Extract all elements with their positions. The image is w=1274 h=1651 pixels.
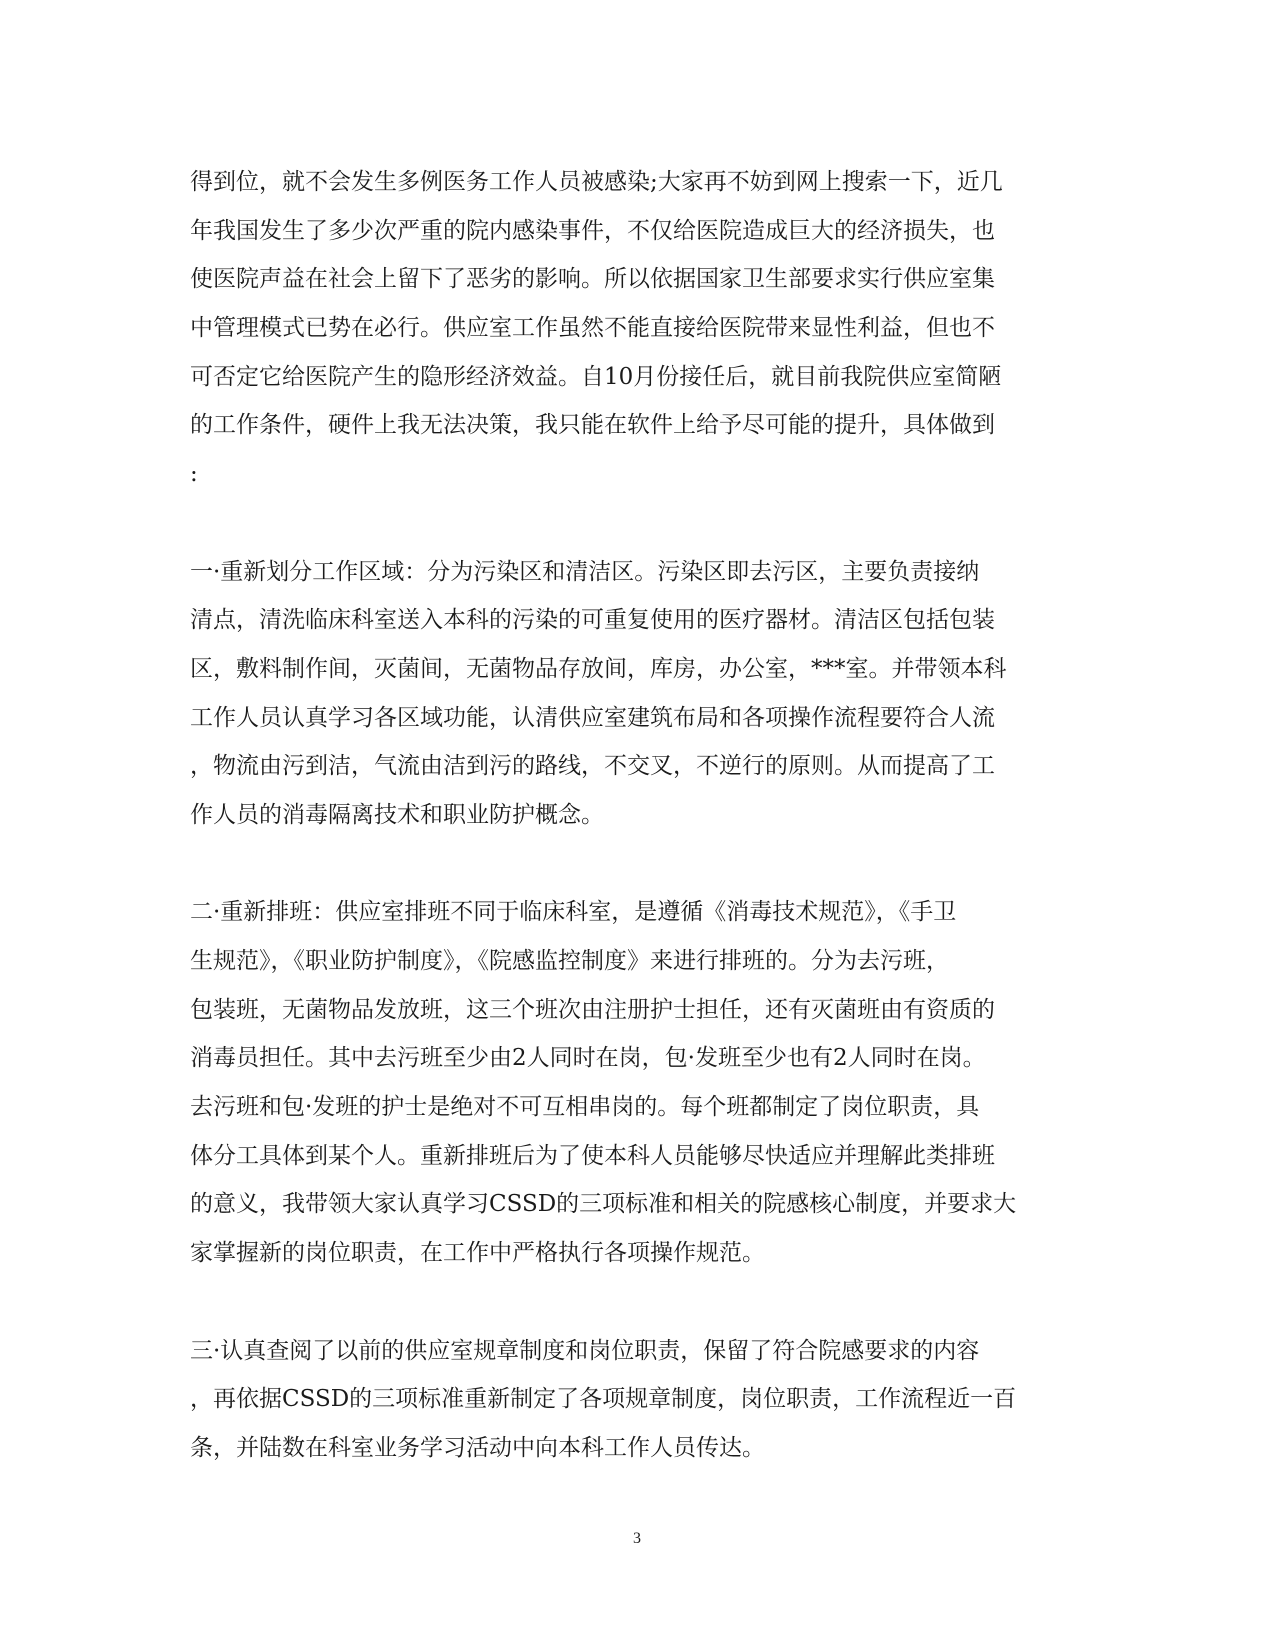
text-line: 消毒员担任。其中去污班至少由2人同时在岗，包·发班至少也有2人同时在岗。 bbox=[190, 1045, 986, 1072]
paragraph-spacer bbox=[190, 1278, 1070, 1327]
text-line: 生规范》，《职业防护制度》，《院感监控制度》来进行排班的。分为去污班， bbox=[190, 948, 949, 974]
paragraph-spacer bbox=[190, 499, 1070, 548]
text-line: 可否定它给医院产生的隐形经济效益。自10月份接任后，就目前我院供应室简陋 bbox=[190, 363, 1002, 390]
paragraph-section-1 bbox=[190, 548, 1070, 840]
text-line: : bbox=[190, 461, 198, 488]
text-line: 使医院声益在社会上留下了恶劣的影响。所以依据国家卫生部要求实行供应室集 bbox=[190, 266, 995, 293]
text-line: 清点，清洗临床科室送入本科的污染的可重复使用的医疗器材。清洁区包括包装 bbox=[190, 607, 995, 634]
paragraph-section-2 bbox=[190, 888, 1070, 1278]
document-body bbox=[190, 158, 1070, 1473]
text-line: 年我国发生了多少次严重的院内感染事件，不仅给医院造成巨大的经济损失，也 bbox=[190, 217, 995, 244]
text-line: ，再依据CSSD的三项标准重新制定了各项规章制度，岗位职责，工作流程近一百 bbox=[190, 1386, 1017, 1413]
page-number: 3 bbox=[633, 1530, 641, 1547]
text-line: ，物流由污到洁，气流由洁到污的路线，不交叉，不逆行的原则。从而提高了工 bbox=[190, 753, 995, 780]
text-line: 去污班和包·发班的护士是绝对不可互相串岗的。每个班都制定了岗位职责，具 bbox=[190, 1094, 980, 1121]
text-line: 一·重新划分工作区域：分为污染区和清洁区。污染区即去污区，主要负责接纳 bbox=[190, 558, 980, 585]
text-line: 的意义，我带领大家认真学习CSSD的三项标准和相关的院感核心制度，并要求大 bbox=[190, 1191, 1017, 1218]
text-line: 得到位，就不会发生多例医务工作人员被感染;大家再不妨到网上搜索一下，近几 bbox=[190, 169, 1003, 195]
text-line: 二·重新排班：供应室排班不同于临床科室，是遵循《消毒技术规范》，《手卫 bbox=[190, 899, 957, 926]
text-line: 家掌握新的岗位职责，在工作中严格执行各项操作规范。 bbox=[190, 1240, 765, 1267]
text-line: 中管理模式已势在必行。供应室工作虽然不能直接给医院带来显性利益，但也不 bbox=[190, 315, 995, 342]
text-line: 工作人员认真学习各区域功能，认清供应室建筑布局和各项操作流程要符合人流 bbox=[190, 704, 995, 731]
text-line: 的工作条件，硬件上我无法决策，我只能在软件上给予尽可能的提升，具体做到 bbox=[190, 412, 995, 439]
paragraph-spacer bbox=[190, 840, 1070, 889]
text-line: 包装班，无菌物品发放班，这三个班次由注册护士担任，还有灭菌班由有资质的 bbox=[190, 996, 995, 1023]
text-line: 条，并陆数在科室业务学习活动中向本科工作人员传达。 bbox=[190, 1434, 765, 1461]
text-line: 作人员的消毒隔离技术和职业防护概念。 bbox=[190, 801, 604, 828]
paragraph-section-3 bbox=[190, 1327, 1070, 1473]
text-line: 三·认真查阅了以前的供应室规章制度和岗位职责，保留了符合院感要求的内容 bbox=[190, 1337, 980, 1364]
paragraph-intro bbox=[190, 158, 1070, 499]
text-line: 体分工具体到某个人。重新排班后为了使本科人员能够尽快适应并理解此类排班 bbox=[190, 1142, 995, 1169]
text-line: 区，敷料制作间，灭菌间，无菌物品存放间，库房，办公室，***室。并带领本科 bbox=[190, 655, 1007, 682]
